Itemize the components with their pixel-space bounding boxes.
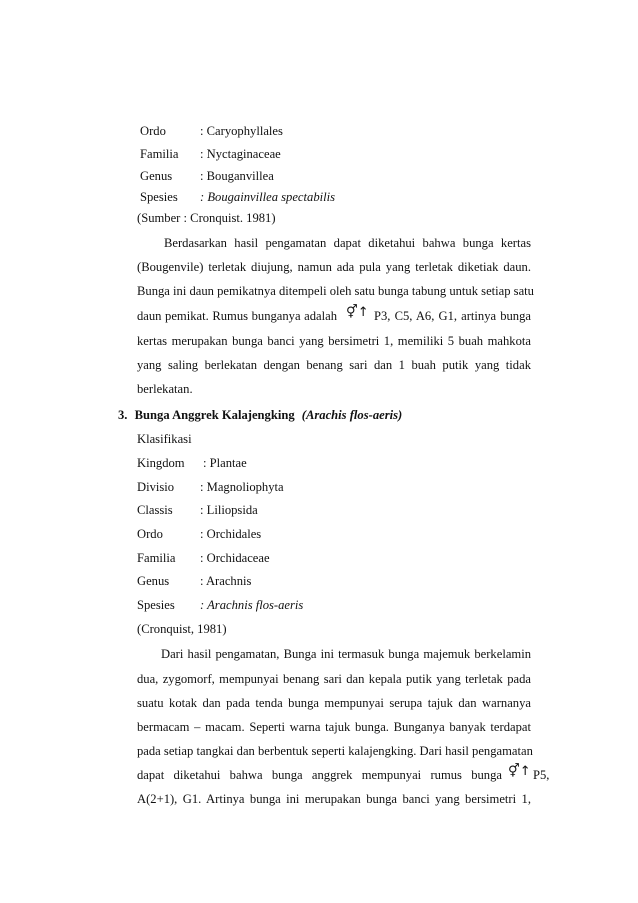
taxonomy-value-ordo: : Orchidales	[200, 527, 262, 541]
taxonomy-value-familia: : Nyctaginaceae	[200, 147, 281, 161]
paragraph-line: P5,	[533, 768, 550, 782]
section-heading	[118, 407, 402, 423]
taxonomy-key-genus: Genus	[140, 169, 173, 183]
taxonomy-value-familia: : Orchidaceae	[200, 551, 270, 565]
paragraph-line: dua, zygomorf, mempunyai benang sari dan kepala putik yang terletak pada	[137, 672, 531, 686]
taxonomy-value-spesies: : Arachnis flos-aeris	[200, 598, 304, 612]
taxonomy-value-classis: : Liliopsida	[200, 503, 258, 517]
paragraph-line: (Bougenvile) terletak diujung, namun ada pula yang terletak diketiak daun.	[137, 260, 531, 274]
paragraph-line: Berdasarkan hasil pengamatan dapat diketahui bahwa bunga kertas	[164, 236, 531, 250]
taxonomy-key-kingdom: Kingdom	[137, 456, 185, 470]
paragraph-line: dapat diketahui bahwa bunga anggrek mempunyai rumus bunga	[137, 768, 502, 782]
paragraph-line: berlekatan.	[137, 382, 193, 396]
paragraph-line: suatu kotak dan pada tenda bunga mempunyai serupa tajuk dan warnanya	[137, 696, 531, 710]
taxonomy-key-ordo: Ordo	[137, 527, 163, 541]
source-citation-1: (Sumber : Cronquist. 1981)	[137, 211, 276, 225]
taxonomy-key-familia: Familia	[137, 551, 176, 565]
taxonomy-value-divisio: : Magnoliophyta	[200, 480, 284, 494]
taxonomy-key-familia: Familia	[140, 147, 179, 161]
taxonomy-value-genus: : Bouganvillea	[200, 169, 274, 183]
flower-formula-symbol-icon: ⚥↑	[508, 764, 531, 779]
taxonomy-key-classis: Classis	[137, 503, 173, 517]
paragraph-line: daun pemikat. Rumus bunganya adalah	[137, 309, 337, 323]
paragraph-line: pada setiap tangkai dan berbentuk seperti kalajengking. Dari hasil pengamatan	[137, 744, 533, 758]
taxonomy-key-spesies: Spesies	[137, 598, 175, 612]
klasifikasi-label: Klasifikasi	[137, 432, 192, 446]
section-title: Bunga Anggrek Kalajengking	[134, 408, 295, 422]
source-citation-2: (Cronquist, 1981)	[137, 622, 227, 636]
taxonomy-key-genus: Genus	[137, 574, 170, 588]
paragraph-line: Bunga ini daun pemikatnya ditempeli oleh satu bunga tabung untuk setiap satu	[137, 284, 534, 298]
flower-formula-symbol-icon: ⚥↑	[346, 305, 369, 320]
taxonomy-value-genus: : Arachnis	[200, 574, 252, 588]
taxonomy-key-ordo: Ordo	[140, 124, 166, 138]
paragraph-line: yang saling berlekatan dengan benang sari dan 1 buah putik yang tidak	[137, 358, 531, 372]
paragraph-line: P3, C5, A6, G1, artinya bunga	[374, 309, 531, 323]
paragraph-line: A(2+1), G1. Artinya bunga ini merupakan bunga banci yang bersimetri 1,	[137, 792, 531, 806]
paragraph-line: Dari hasil pengamatan, Bunga ini termasuk bunga majemuk berkelamin	[161, 647, 531, 661]
paragraph-line: bermacam – macam. Seperti warna tajuk bunga. Bunganya banyak terdapat	[137, 720, 531, 734]
taxonomy-key-divisio: Divisio	[137, 480, 175, 494]
section-title-latin: (Arachis flos-aeris)	[301, 408, 403, 422]
taxonomy-value-kingdom: : Plantae	[203, 456, 247, 470]
section-number: 3.	[118, 408, 128, 422]
taxonomy-value-spesies: : Bougainvillea spectabilis	[200, 190, 336, 204]
paragraph-line: kertas merupakan bunga banci yang bersimetri 1, memiliki 5 buah mahkota	[137, 334, 531, 348]
taxonomy-key-spesies: Spesies	[140, 190, 178, 204]
taxonomy-value-ordo: : Caryophyllales	[200, 124, 283, 138]
